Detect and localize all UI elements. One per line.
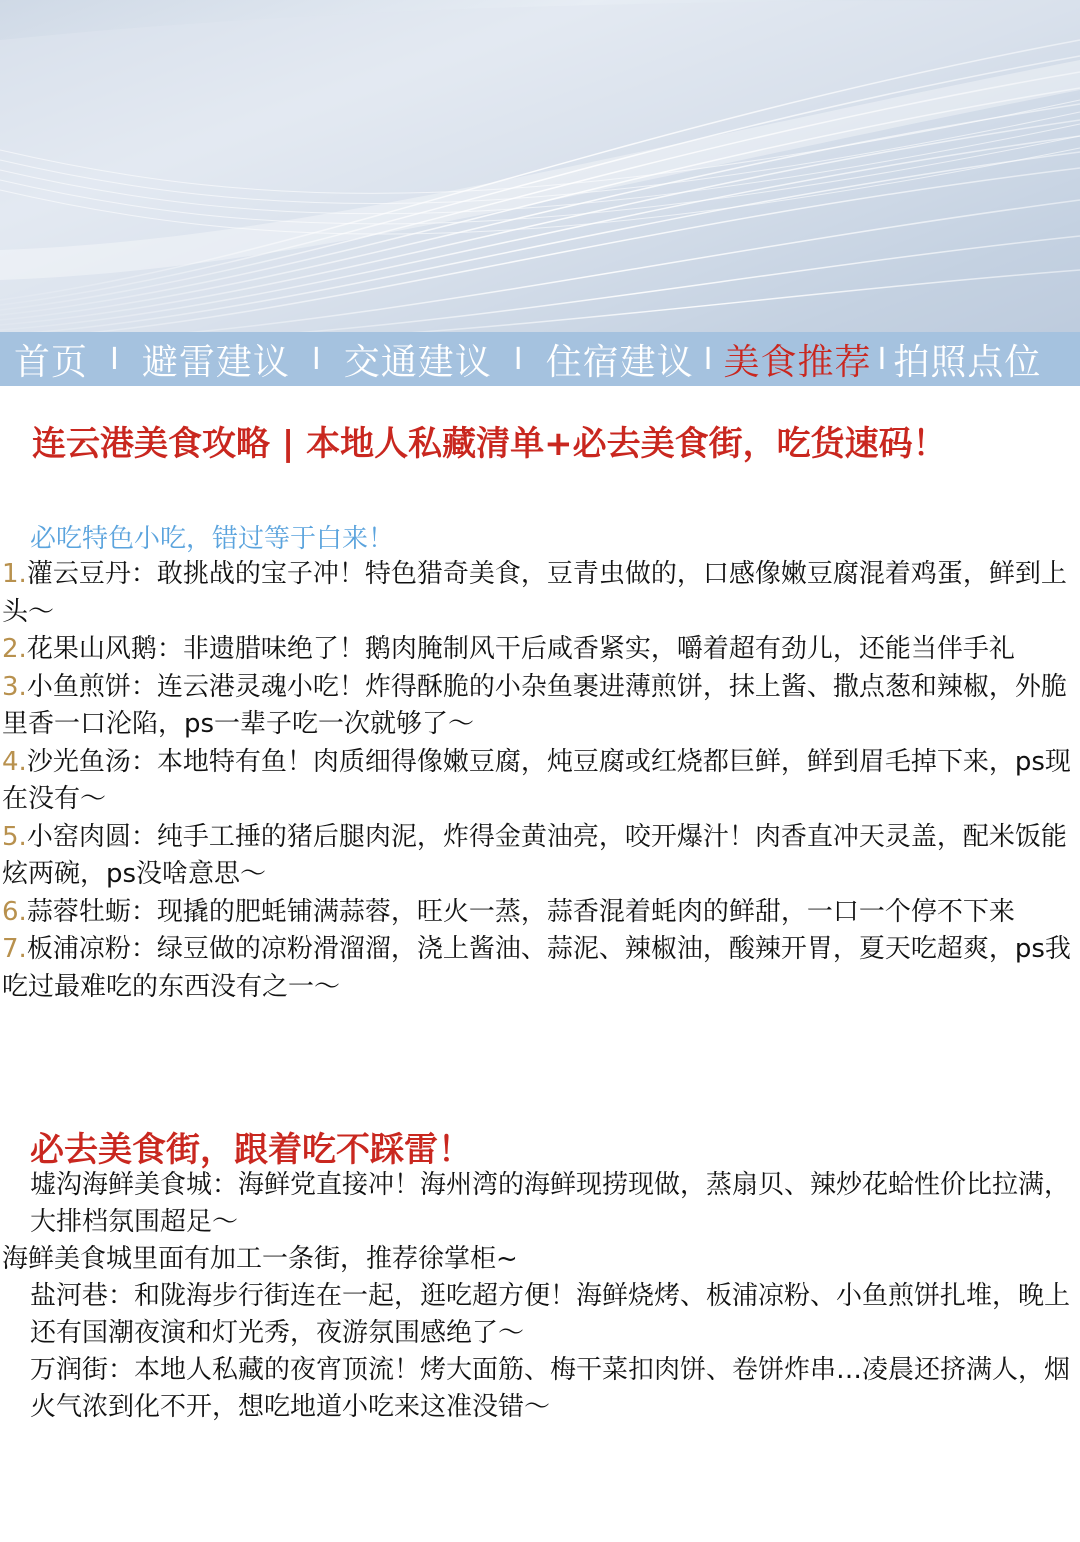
list-text: 蒜蓉牡蛎：现撬的肥蚝铺满蒜蓉，旺火一蒸，蒜香混着蚝肉的鲜甜，一口一个停不下来 [26, 896, 1015, 927]
nav-item-home[interactable]: 首页 [14, 341, 89, 383]
street-paragraph-wanrun: 万润街：本地人私藏的夜宵顶流！烤大面筋、梅干菜扣肉饼、卷饼炸串…凌晨还挤满人，烟火气浓到化不开，想吃地道小吃来这准没错～ [30, 1355, 1071, 1422]
street-paragraph-recommendation: 海鲜美食城里面有加工一条街，推荐徐掌柜~ [2, 1244, 518, 1274]
nav-separator: I [513, 341, 524, 377]
list-number: 2. [2, 634, 27, 664]
list-number: 4. [2, 746, 27, 777]
list-number: 1. [2, 559, 27, 589]
nav-separator: I [877, 341, 888, 377]
list-text: 小鱼煎饼：连云港灵魂小吃！炸得酥脆的小杂鱼裹进薄煎饼，抹上酱、撒点葱和辣椒，外脆里香一口沦陷，ps一辈子吃一次就够了～ [2, 671, 1067, 739]
snacks-heading: 必吃特色小吃，错过等于白来！ [30, 524, 395, 554]
list-text: 板浦凉粉：绿豆做的凉粉滑溜溜，浇上酱油、蒜泥、辣椒油，酸辣开胃，夏天吃超爽，ps我吃过最难吃的东西没有之一～ [2, 934, 1071, 1002]
list-item [2, 669, 1076, 744]
streets-heading: 必去美食街，跟着吃不踩雷！ [30, 1130, 472, 1170]
list-text: 小窑肉圆：纯手工捶的猪后腿肉泥，炸得金黄油亮，咬开爆汁！肉香直冲天灵盖，配米饭能炫两碗，ps没啥意思～ [2, 821, 1067, 889]
list-item [2, 631, 1076, 669]
list-number: 5. [2, 821, 27, 852]
nav-separator: I [110, 341, 120, 377]
list-text: 灌云豆丹：敢挑战的宝子冲！特色猎奇美食，豆青虫做的，口感像嫩豆腐混着鸡蛋，鲜到上头～ [2, 559, 1067, 627]
list-item [2, 931, 1076, 1006]
page-title: 连云港美食攻略 | 本地人私藏清单+必去美食街，吃货速码！ [32, 424, 947, 464]
nav-item-pitfalls[interactable]: 避雷建议 [141, 341, 290, 383]
list-number: 3. [2, 671, 27, 702]
list-item [2, 894, 1076, 932]
list-item [2, 744, 1076, 819]
street-paragraph-yanhexiang: 盐河巷：和陇海步行街连在一起，逛吃超方便！海鲜烧烤、板浦凉粉、小鱼煎饼扎堆，晚上还有国潮夜演和灯光秀，夜游氛围感绝了～ [30, 1281, 1071, 1348]
nav-bar [0, 332, 1080, 386]
list-item [2, 556, 1076, 631]
street-paragraph-xugou: 墟沟海鲜美食城：海鲜党直接冲！海州湾的海鲜现捞现做，蒸扇贝、辣炒花蛤性价比拉满，大排档氛围超足～ [30, 1170, 1071, 1237]
list-text: 花果山风鹅：非遗腊味绝了！鹅肉腌制风干后咸香紧实，嚼着超有劲儿，还能当伴手礼 [26, 634, 1015, 664]
list-item [2, 819, 1076, 894]
list-number: 7. [2, 934, 27, 964]
wave-lines-graphic [0, 0, 1080, 332]
header-banner [0, 0, 1080, 332]
list-text: 沙光鱼汤：本地特有鱼！肉质细得像嫩豆腐，炖豆腐或红烧都巨鲜，鲜到眉毛掉下来，ps现在没有～ [2, 746, 1071, 814]
nav-item-photo-spots[interactable]: 拍照点位 [893, 341, 1042, 383]
snack-list [2, 556, 1076, 1006]
list-number: 6. [2, 896, 27, 927]
nav-separator: I [703, 341, 714, 377]
nav-item-lodging[interactable]: 住宿建议 [545, 341, 694, 383]
nav-item-transport[interactable]: 交通建议 [343, 341, 492, 383]
street-list [2, 1167, 1076, 1426]
nav-separator: I [311, 341, 322, 377]
nav-item-food[interactable]: 美食推荐 [723, 341, 872, 383]
